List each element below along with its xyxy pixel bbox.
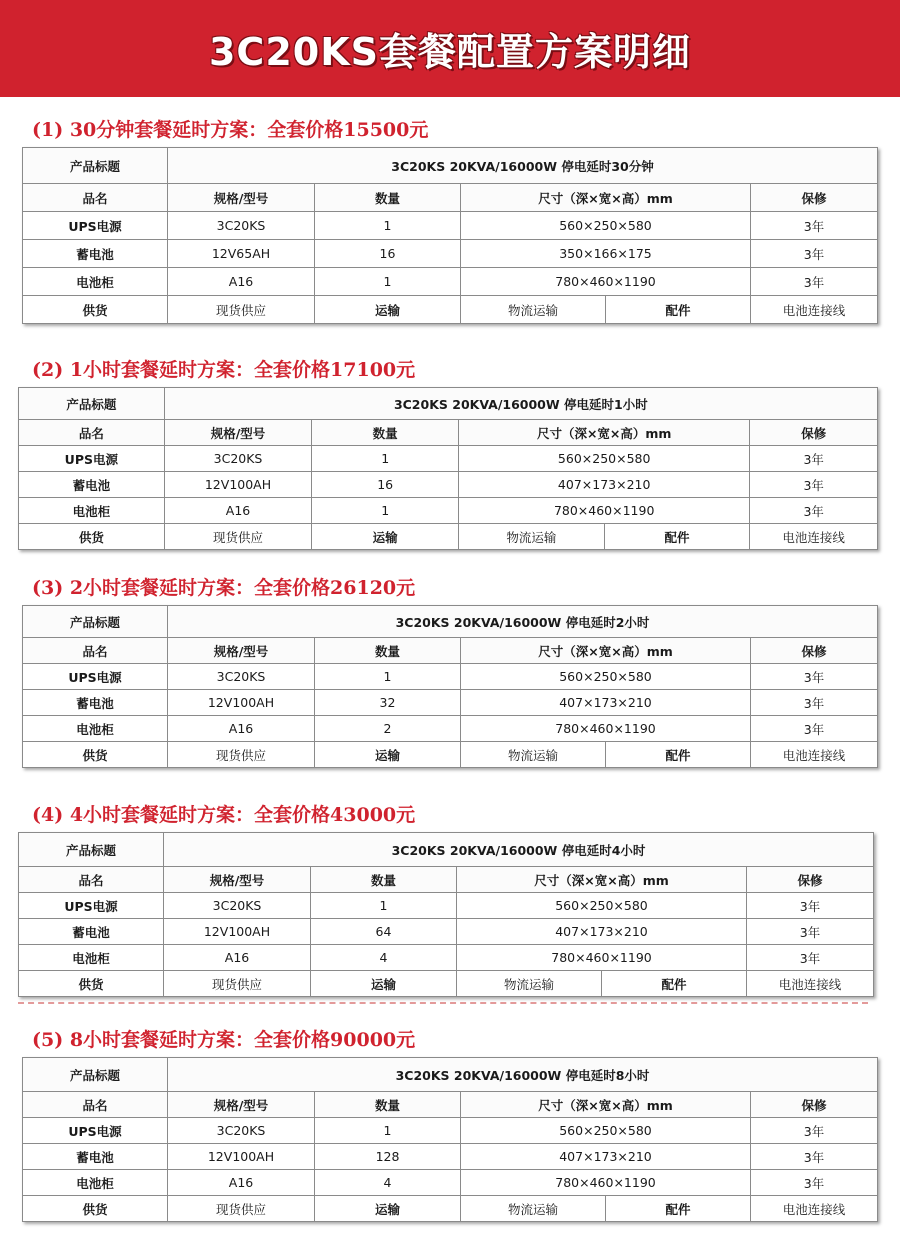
table-row (23, 268, 878, 296)
transport-label: 运输 (315, 296, 461, 324)
item-name: UPS电源 (23, 664, 168, 690)
item-qty: 64 (311, 919, 457, 945)
col-header-qty: 数量 (312, 420, 459, 446)
accessory-label: 配件 (604, 524, 750, 550)
product-title-label: 产品标题 (23, 148, 168, 184)
item-size: 407×173×210 (457, 919, 747, 945)
table-row (23, 1170, 878, 1196)
supply-label: 供货 (23, 742, 168, 768)
item-name: 蓄电池 (23, 240, 168, 268)
transport-value: 物流运输 (461, 296, 606, 324)
col-header-size: 尺寸（深×宽×高）mm (461, 184, 751, 212)
item-size: 407×173×210 (459, 472, 750, 498)
table-row (23, 1118, 878, 1144)
item-spec: 3C20KS (164, 446, 312, 472)
header-banner (0, 0, 900, 97)
item-spec: A16 (168, 1170, 315, 1196)
column-header-row (23, 1092, 878, 1118)
accessory-label: 配件 (606, 296, 751, 324)
section-title: (2) 1小时套餐延时方案：全套价格17100元 (32, 359, 416, 381)
item-size: 350×166×175 (461, 240, 751, 268)
product-title-row (19, 833, 874, 867)
col-header-warranty: 保修 (751, 1092, 878, 1118)
supply-label: 供货 (19, 971, 164, 997)
transport-label: 运输 (315, 742, 461, 768)
accessory-value: 电池连接线 (751, 1196, 878, 1222)
section-title: (4) 4小时套餐延时方案：全套价格43000元 (32, 804, 416, 826)
item-warranty: 3年 (751, 240, 878, 268)
accessory-value: 电池连接线 (751, 742, 878, 768)
item-qty: 128 (315, 1144, 461, 1170)
item-size: 560×250×580 (457, 893, 747, 919)
product-title-row (23, 148, 878, 184)
supply-row (19, 524, 878, 550)
item-name: UPS电源 (19, 446, 165, 472)
item-warranty: 3年 (751, 716, 878, 742)
accessory-label: 配件 (606, 1196, 751, 1222)
item-size: 780×460×1190 (461, 1170, 751, 1196)
item-warranty: 3年 (751, 212, 878, 240)
item-qty: 1 (315, 212, 461, 240)
item-spec: A16 (164, 945, 311, 971)
col-header-size: 尺寸（深×宽×高）mm (457, 867, 747, 893)
supply-value: 现货供应 (164, 524, 312, 550)
item-qty: 1 (312, 446, 459, 472)
item-spec: 12V100AH (168, 690, 315, 716)
item-name: 电池柜 (19, 945, 164, 971)
product-title-value: 3C20KS 20KVA/16000W 停电延时4小时 (164, 833, 874, 867)
config-table (18, 387, 878, 550)
col-header-name: 品名 (23, 184, 168, 212)
col-header-warranty: 保修 (750, 420, 878, 446)
col-header-size: 尺寸（深×宽×高）mm (459, 420, 750, 446)
supply-row (23, 742, 878, 768)
config-table (22, 147, 878, 324)
product-title-value: 3C20KS 20KVA/16000W 停电延时2小时 (168, 606, 878, 638)
section-title: (5) 8小时套餐延时方案：全套价格90000元 (32, 1029, 416, 1051)
item-name: UPS电源 (19, 893, 164, 919)
item-name: 电池柜 (23, 268, 168, 296)
item-spec: 3C20KS (168, 212, 315, 240)
product-title-row (19, 388, 878, 420)
product-title-value: 3C20KS 20KVA/16000W 停电延时8小时 (168, 1058, 878, 1092)
product-title-label: 产品标题 (19, 833, 164, 867)
item-name: UPS电源 (23, 212, 168, 240)
item-spec: 12V100AH (164, 919, 311, 945)
accessory-value: 电池连接线 (747, 971, 874, 997)
item-warranty: 3年 (747, 945, 874, 971)
table-row (23, 664, 878, 690)
col-header-spec: 规格/型号 (164, 867, 311, 893)
product-title-label: 产品标题 (19, 388, 165, 420)
supply-row (19, 971, 874, 997)
config-table (22, 1057, 878, 1222)
item-spec: 3C20KS (168, 1118, 315, 1144)
item-warranty: 3年 (751, 1118, 878, 1144)
supply-value: 现货供应 (164, 971, 311, 997)
table-row (19, 945, 874, 971)
item-spec: A16 (164, 498, 312, 524)
item-size: 780×460×1190 (459, 498, 750, 524)
page-title: 3C20KS套餐配置方案明细 (208, 30, 692, 74)
column-header-row (19, 867, 874, 893)
accessory-value: 电池连接线 (750, 524, 878, 550)
item-warranty: 3年 (747, 919, 874, 945)
supply-row (23, 296, 878, 324)
supply-row (23, 1196, 878, 1222)
col-header-qty: 数量 (311, 867, 457, 893)
item-qty: 4 (315, 1170, 461, 1196)
item-qty: 1 (315, 664, 461, 690)
table-row (23, 690, 878, 716)
transport-label: 运输 (312, 524, 459, 550)
col-header-qty: 数量 (315, 638, 461, 664)
col-header-warranty: 保修 (751, 184, 878, 212)
item-warranty: 3年 (751, 664, 878, 690)
table-row (19, 893, 874, 919)
product-title-value: 3C20KS 20KVA/16000W 停电延时30分钟 (168, 148, 878, 184)
item-qty: 4 (311, 945, 457, 971)
col-header-warranty: 保修 (751, 638, 878, 664)
col-header-name: 品名 (23, 638, 168, 664)
item-size: 407×173×210 (461, 690, 751, 716)
col-header-spec: 规格/型号 (164, 420, 312, 446)
config-table (22, 605, 878, 768)
table-row (19, 472, 878, 498)
config-table (18, 832, 874, 997)
item-spec: 12V65AH (168, 240, 315, 268)
table-row (23, 1144, 878, 1170)
product-title-label: 产品标题 (23, 1058, 168, 1092)
transport-value: 物流运输 (459, 524, 605, 550)
section-title: (1) 30分钟套餐延时方案：全套价格15500元 (32, 119, 429, 141)
table-row (23, 212, 878, 240)
item-name: 电池柜 (23, 1170, 168, 1196)
item-qty: 1 (312, 498, 459, 524)
item-name: 蓄电池 (23, 690, 168, 716)
item-size: 407×173×210 (461, 1144, 751, 1170)
item-name: 蓄电池 (19, 919, 164, 945)
item-spec: A16 (168, 716, 315, 742)
table-row (23, 240, 878, 268)
table-row (19, 919, 874, 945)
item-qty: 2 (315, 716, 461, 742)
item-name: 电池柜 (23, 716, 168, 742)
accessory-label: 配件 (602, 971, 747, 997)
col-header-name: 品名 (19, 867, 164, 893)
item-warranty: 3年 (751, 268, 878, 296)
item-qty: 16 (315, 240, 461, 268)
supply-value: 现货供应 (168, 1196, 315, 1222)
product-title-value: 3C20KS 20KVA/16000W 停电延时1小时 (164, 388, 877, 420)
col-header-spec: 规格/型号 (168, 638, 315, 664)
col-header-name: 品名 (19, 420, 165, 446)
item-qty: 16 (312, 472, 459, 498)
column-header-row (23, 184, 878, 212)
item-name: 蓄电池 (19, 472, 165, 498)
item-size: 780×460×1190 (461, 716, 751, 742)
item-warranty: 3年 (751, 1144, 878, 1170)
item-name: 蓄电池 (23, 1144, 168, 1170)
item-qty: 1 (311, 893, 457, 919)
item-name: UPS电源 (23, 1118, 168, 1144)
col-header-spec: 规格/型号 (168, 1092, 315, 1118)
item-warranty: 3年 (751, 1170, 878, 1196)
supply-value: 现货供应 (168, 742, 315, 768)
item-size: 560×250×580 (461, 1118, 751, 1144)
item-warranty: 3年 (751, 690, 878, 716)
section-title: (3) 2小时套餐延时方案：全套价格26120元 (32, 577, 416, 599)
item-size: 560×250×580 (461, 664, 751, 690)
col-header-size: 尺寸（深×宽×高）mm (461, 1092, 751, 1118)
item-spec: A16 (168, 268, 315, 296)
column-header-row (23, 638, 878, 664)
item-spec: 3C20KS (168, 664, 315, 690)
transport-value: 物流运输 (461, 1196, 606, 1222)
accessory-value: 电池连接线 (751, 296, 878, 324)
col-header-qty: 数量 (315, 1092, 461, 1118)
item-size: 560×250×580 (461, 212, 751, 240)
product-title-label: 产品标题 (23, 606, 168, 638)
product-title-row (23, 606, 878, 638)
table-row (19, 498, 878, 524)
table-row (23, 716, 878, 742)
item-warranty: 3年 (750, 472, 878, 498)
item-qty: 1 (315, 268, 461, 296)
transport-value: 物流运输 (457, 971, 602, 997)
supply-label: 供货 (23, 1196, 168, 1222)
item-size: 780×460×1190 (457, 945, 747, 971)
supply-label: 供货 (19, 524, 165, 550)
col-header-qty: 数量 (315, 184, 461, 212)
col-header-size: 尺寸（深×宽×高）mm (461, 638, 751, 664)
accessory-label: 配件 (606, 742, 751, 768)
transport-label: 运输 (315, 1196, 461, 1222)
item-size: 560×250×580 (459, 446, 750, 472)
col-header-name: 品名 (23, 1092, 168, 1118)
item-spec: 3C20KS (164, 893, 311, 919)
col-header-spec: 规格/型号 (168, 184, 315, 212)
transport-value: 物流运输 (461, 742, 606, 768)
divider (18, 1002, 868, 1004)
item-warranty: 3年 (747, 893, 874, 919)
item-size: 780×460×1190 (461, 268, 751, 296)
supply-label: 供货 (23, 296, 168, 324)
table-row (19, 446, 878, 472)
item-warranty: 3年 (750, 498, 878, 524)
product-title-row (23, 1058, 878, 1092)
transport-label: 运输 (311, 971, 457, 997)
item-spec: 12V100AH (168, 1144, 315, 1170)
item-spec: 12V100AH (164, 472, 312, 498)
item-qty: 32 (315, 690, 461, 716)
column-header-row (19, 420, 878, 446)
item-name: 电池柜 (19, 498, 165, 524)
col-header-warranty: 保修 (747, 867, 874, 893)
item-qty: 1 (315, 1118, 461, 1144)
supply-value: 现货供应 (168, 296, 315, 324)
item-warranty: 3年 (750, 446, 878, 472)
